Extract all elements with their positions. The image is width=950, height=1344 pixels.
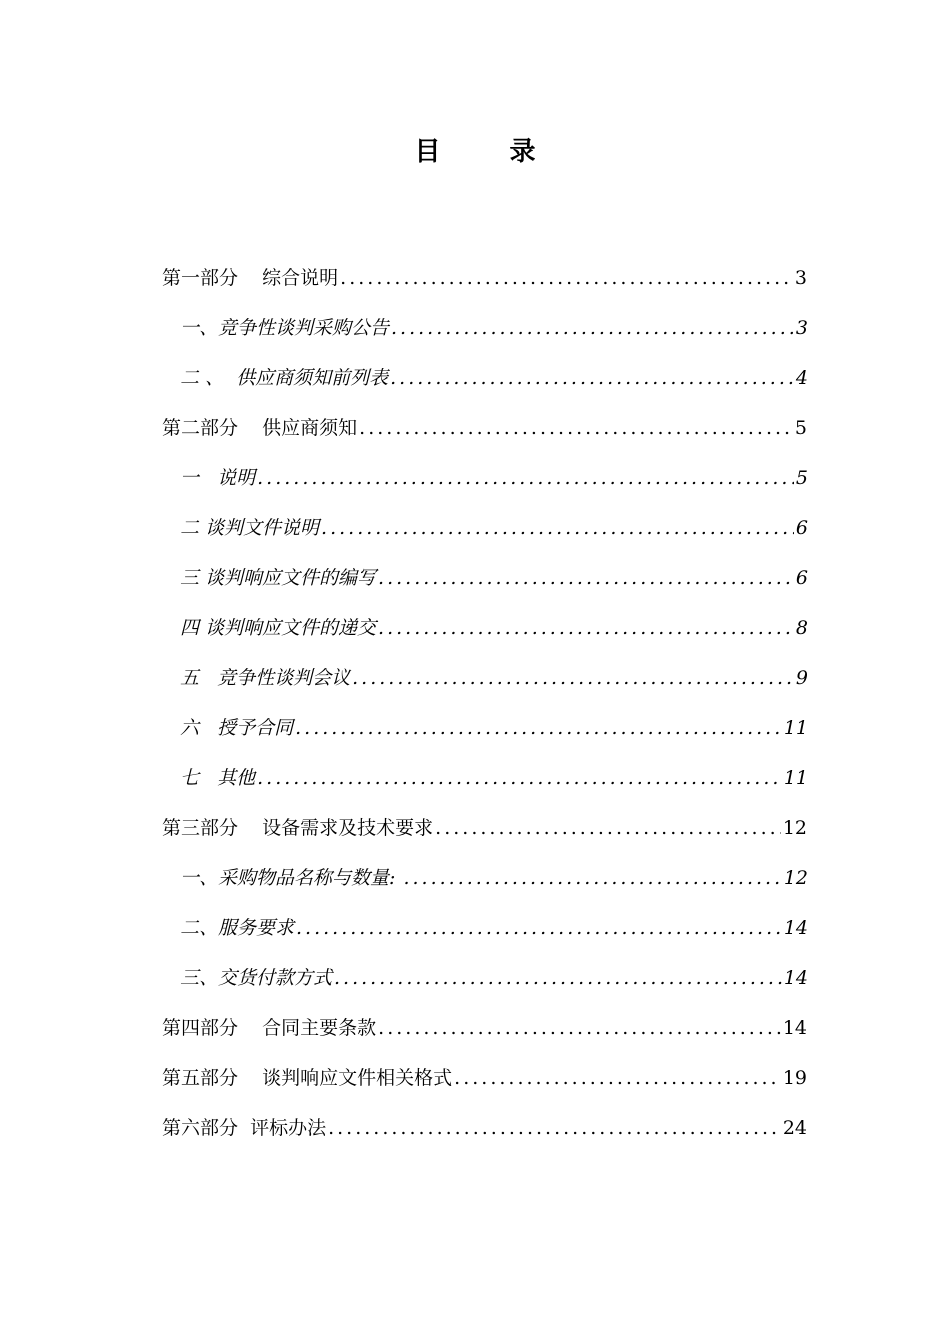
- toc-dot-leader: [378, 1008, 781, 1048]
- toc-entry-page: 19: [782, 1067, 807, 1089]
- toc-dot-leader: [295, 708, 782, 748]
- toc-entry-2-3[interactable]: [180, 558, 808, 598]
- toc-entry-label: 六 授予合同: [180, 717, 294, 739]
- toc-entry-part-1[interactable]: [162, 258, 807, 298]
- toc-entry-part-5[interactable]: [162, 1058, 807, 1098]
- toc-entry-part-4[interactable]: [162, 1008, 807, 1048]
- toc-entry-page: 5: [795, 467, 808, 489]
- toc-entry-label: 第三部分 设备需求及技术要求: [162, 817, 434, 839]
- toc-entry-page: 3: [795, 317, 808, 339]
- toc-dot-leader: [454, 1058, 781, 1098]
- toc-entry-page: 14: [782, 1017, 807, 1039]
- toc-entry-label: 一、竞争性谈判采购公告: [180, 317, 390, 339]
- page-title: 目 录: [414, 137, 566, 167]
- toc-entry-label: 三 谈判响应文件的编写: [180, 567, 377, 589]
- toc-entry-2-2[interactable]: [180, 508, 808, 548]
- toc-entry-label: 第五部分 谈判响应文件相关格式: [162, 1067, 453, 1089]
- toc-entry-page: 3: [794, 267, 807, 289]
- toc-entry-page: 8: [795, 617, 808, 639]
- toc-dot-leader: [328, 1108, 781, 1148]
- toc-entry-page: 6: [795, 517, 808, 539]
- toc-entry-2-4[interactable]: [180, 608, 808, 648]
- toc-dot-leader: [378, 608, 794, 648]
- toc-entry-label: 第六部分 评标办法: [162, 1117, 327, 1139]
- toc-entry-page: 24: [782, 1117, 807, 1139]
- toc-entry-label: 二 、 供应商须知前列表: [180, 367, 389, 389]
- toc-entry-page: 9: [795, 667, 808, 689]
- toc-entry-3-3[interactable]: [180, 958, 808, 998]
- toc-dot-leader: [352, 658, 794, 698]
- toc-entry-label: 二、服务要求: [180, 917, 295, 939]
- toc-entry-page: 14: [783, 917, 808, 939]
- toc-entry-2-6[interactable]: [180, 708, 808, 748]
- toc-entry-page: 12: [782, 817, 807, 839]
- toc-entry-label: 三、交货付款方式: [180, 967, 333, 989]
- toc-entry-label: 四 谈判响应文件的递交: [180, 617, 377, 639]
- toc-entry-3-2[interactable]: [180, 908, 808, 948]
- toc-entry-part-2[interactable]: [162, 408, 807, 448]
- toc-entry-part-6[interactable]: [162, 1108, 807, 1148]
- toc-dot-leader: [391, 308, 794, 348]
- toc-dot-leader: [257, 758, 782, 798]
- toc-entry-part-3[interactable]: [162, 808, 807, 848]
- toc-dot-leader: [359, 408, 793, 448]
- toc-dot-leader: [390, 358, 794, 398]
- toc-entry-page: 6: [795, 567, 808, 589]
- toc-entry-page: 12: [783, 867, 808, 889]
- toc-dot-leader: [378, 558, 794, 598]
- toc-entry-label: 第一部分 综合说明: [162, 267, 339, 289]
- toc-entry-page: 11: [783, 717, 808, 739]
- toc-dot-leader: [435, 808, 781, 848]
- toc-dot-leader: [403, 858, 781, 898]
- toc-dot-leader: [296, 908, 782, 948]
- toc-entry-label: 第四部分 合同主要条款: [162, 1017, 377, 1039]
- toc-entry-2-7[interactable]: [180, 758, 808, 798]
- toc-entry-1-2[interactable]: [180, 358, 808, 398]
- toc-entry-1-1[interactable]: [180, 308, 808, 348]
- toc-entry-page: 5: [794, 417, 807, 439]
- toc-entry-label: 一 说明: [180, 467, 256, 489]
- toc-dot-leader: [257, 458, 794, 498]
- toc-entry-3-1[interactable]: [180, 858, 808, 898]
- toc-entry-page: 14: [783, 967, 808, 989]
- toc-entry-page: 11: [783, 767, 808, 789]
- toc-entry-2-1[interactable]: [180, 458, 808, 498]
- toc-entry-label: 第二部分 供应商须知: [162, 417, 358, 439]
- toc-entry-2-5[interactable]: [180, 658, 808, 698]
- toc-dot-leader: [340, 258, 793, 298]
- toc-entry-label: 二 谈判文件说明: [180, 517, 320, 539]
- toc-entry-page: 4: [795, 367, 808, 389]
- toc-entry-label: 五 竞争性谈判会议: [180, 667, 351, 689]
- toc-dot-leader: [321, 508, 794, 548]
- toc-entry-label: 七 其他: [180, 767, 256, 789]
- toc-entry-label: 一、采购物品名称与数量:: [180, 867, 402, 889]
- toc-dot-leader: [334, 958, 782, 998]
